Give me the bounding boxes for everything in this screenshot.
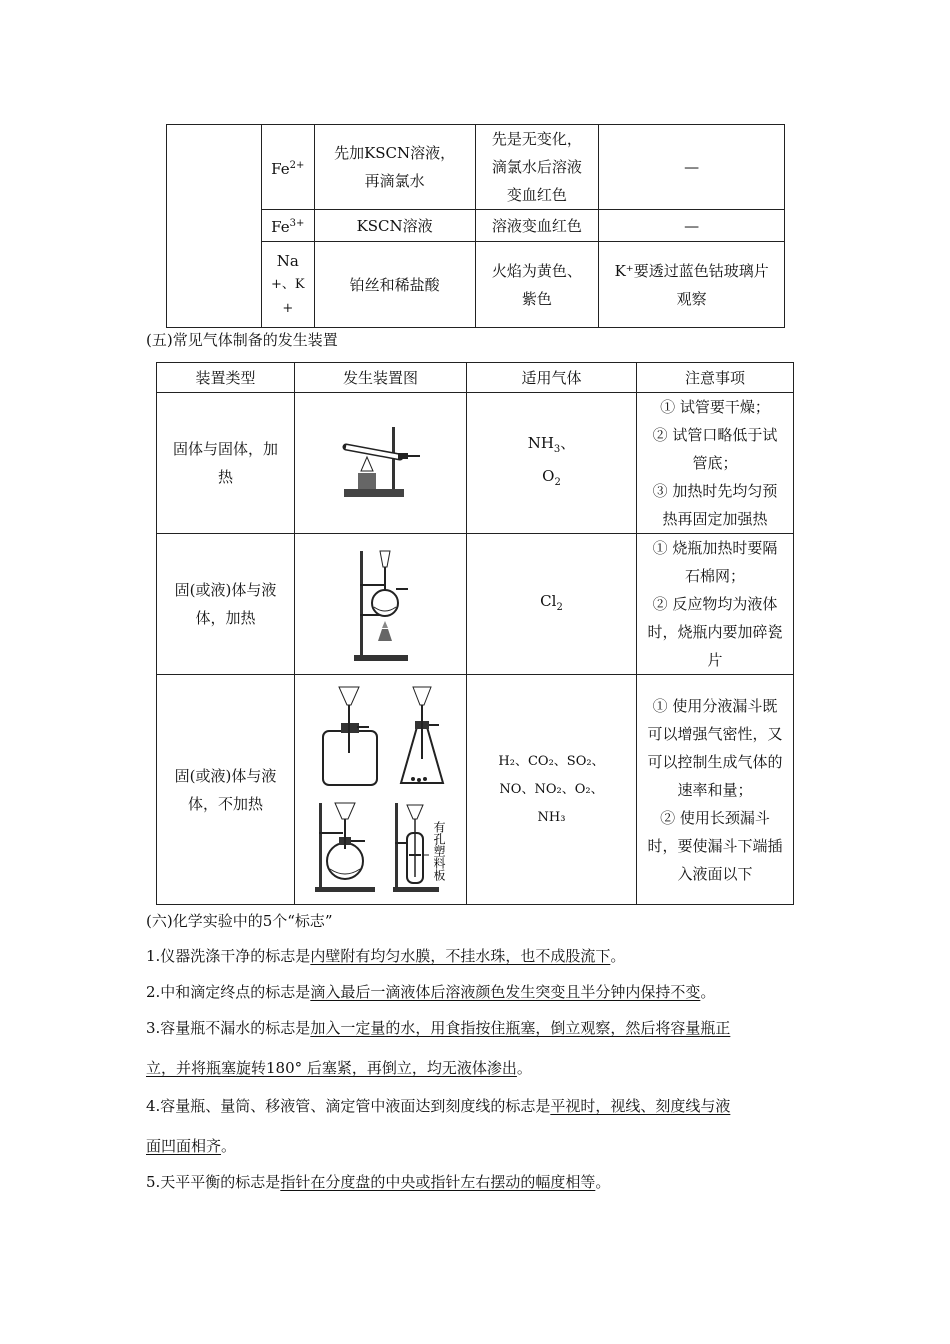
phenomenon-cell: 溶液变血红色 <box>475 210 599 242</box>
category-cell <box>167 125 262 328</box>
type-cell: 固(或液)体与液体，加热 <box>157 534 295 675</box>
reagent-cell: 铂丝和稀盐酸 <box>314 242 475 328</box>
mark-item-5: 5.天平平衡的标志是指针在分度盘的中央或指针左右摆动的幅度相等。 <box>146 1173 611 1191</box>
section5-title: (五)常见气体制备的发生装置 <box>146 331 338 349</box>
header-gas: 适用气体 <box>467 363 637 393</box>
ion-cell: $Fe^{3+}$ <box>261 210 314 242</box>
gas-cell: $NH_3$、 $O_2$ <box>467 393 637 534</box>
no-heating-apparatus-diagram <box>301 683 461 897</box>
note-cell: — <box>599 125 785 210</box>
mark-item-3: 3.容量瓶不漏水的标志是加入一定量的水，用食指按住瓶塞，倒立观察，然后将容量瓶正 <box>146 1019 731 1037</box>
solid-heating-apparatus-diagram <box>336 423 426 503</box>
mark-item-4-cont: 面凹面相齐。 <box>146 1137 237 1155</box>
liquid-heating-apparatus-diagram <box>346 545 416 663</box>
board-label: 有孔塑料板 <box>431 820 446 881</box>
table-header-row <box>157 363 794 393</box>
type-cell: 固体与固体，加热 <box>157 393 295 534</box>
diagram-cell <box>295 675 467 905</box>
notes-cell: ① 使用分液漏斗既可以增强气密性，又可以控制生成气体的速率和量； ② 使用长颈漏斗时，要使漏斗下端插入液面以下 <box>637 675 794 905</box>
reagent-cell: 先加KSCN溶液，再滴氯水 <box>314 125 475 210</box>
diagram-cell <box>295 393 467 534</box>
gas-cell: $Cl_2$ <box>467 534 637 675</box>
mark-item-4: 4.容量瓶、量筒、移液管、滴定管中液面达到刻度线的标志是平视时，视线、刻度线与液 <box>146 1097 731 1115</box>
header-type: 装置类型 <box>157 363 295 393</box>
table-row <box>167 125 785 210</box>
ion-cell: Na +、K + <box>261 242 314 328</box>
header-notes: 注意事项 <box>637 363 794 393</box>
mark-item-3-cont: 立，并将瓶塞旋转180° 后塞紧，再倒立，均无液体渗出。 <box>146 1059 532 1077</box>
notes-cell: ① 烧瓶加热时要隔石棉网； ② 反应物均为液体时，烧瓶内要加碎瓷片 <box>637 534 794 675</box>
ion-test-table <box>166 124 785 328</box>
gas-apparatus-table <box>156 362 794 905</box>
diagram-cell <box>295 534 467 675</box>
mark-item-2: 2.中和滴定终点的标志是滴入最后一滴液体后溶液颜色发生突变且半分钟内保持不变。 <box>146 983 716 1001</box>
mark-item-1: 1.仪器洗涤干净的标志是内壁附有均匀水膜，不挂水珠，也不成股流下。 <box>146 947 626 965</box>
table-row <box>157 534 794 675</box>
phenomenon-cell: 先是无变化，滴氯水后溶液变血红色 <box>475 125 599 210</box>
gas-cell: H₂、CO₂、SO₂、 NO、NO₂、O₂、 NH₃ <box>467 675 637 905</box>
type-cell: 固(或液)体与液体，不加热 <box>157 675 295 905</box>
header-diagram: 发生装置图 <box>295 363 467 393</box>
reagent-cell: KSCN溶液 <box>314 210 475 242</box>
table-row <box>157 393 794 534</box>
note-cell: — <box>599 210 785 242</box>
notes-cell: ① 试管要干燥； ② 试管口略低于试管底； ③ 加热时先均匀预热再固定加强热 <box>637 393 794 534</box>
table-row <box>157 675 794 905</box>
phenomenon-cell: 火焰为黄色、紫色 <box>475 242 599 328</box>
note-cell: K⁺要透过蓝色钴玻璃片观察 <box>599 242 785 328</box>
section6-title: (六)化学实验中的5个“标志” <box>146 912 333 930</box>
ion-cell: $Fe^{2+}$ <box>261 125 314 210</box>
